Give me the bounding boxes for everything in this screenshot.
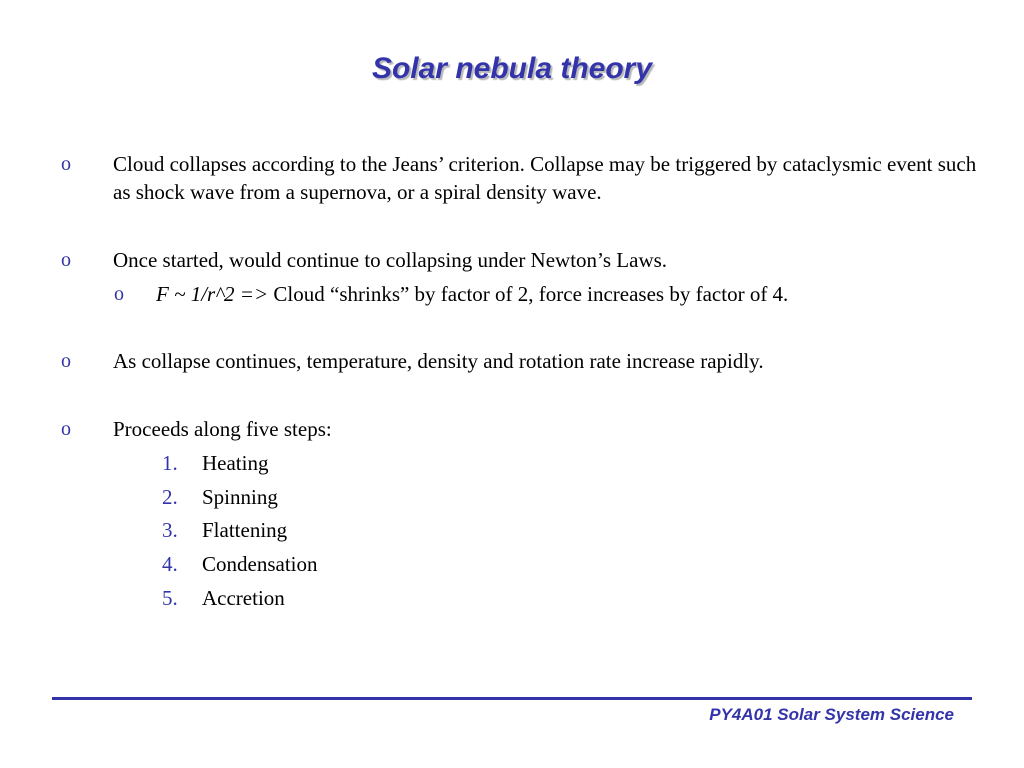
step-number: 4. <box>162 552 178 576</box>
step-label: Spinning <box>202 485 278 509</box>
bullet-marker-icon: o <box>61 350 71 372</box>
bullet-text: Proceeds along five steps: <box>113 417 332 441</box>
footer-divider <box>52 697 972 700</box>
bullet-marker-icon: o <box>114 283 124 305</box>
step-label: Heating <box>202 451 269 475</box>
footer-course-title: PY4A01 Solar System Science <box>709 705 954 724</box>
bullet-marker-icon: o <box>61 418 71 440</box>
bullet-text: Cloud collapses according to the Jeans’ criterion. Collapse may be triggered by cataclysmic event such as shock wave from a supernova, or a spiral density wave. <box>113 152 977 204</box>
bullet-text: As collapse continues, temperature, density and rotation rate increase rapidly. <box>113 349 764 373</box>
bullet-marker-icon: o <box>61 153 71 175</box>
slide-title: Solar nebula theory <box>371 52 653 85</box>
step-label: Condensation <box>202 552 318 576</box>
sub-bullet-text <box>156 280 976 308</box>
sub-bullet-description: Cloud “shrinks” by factor of 2, force increases by factor of 4. <box>268 282 789 306</box>
step-number: 2. <box>162 485 178 509</box>
step-number: 1. <box>162 451 178 475</box>
step-number: 5. <box>162 586 178 610</box>
step-label: Flattening <box>202 518 288 542</box>
step-number: 3. <box>162 518 178 542</box>
force-formula: F ~ 1/r^2 => <box>156 282 269 306</box>
bullet-marker-icon: o <box>61 249 71 271</box>
bullet-text: Once started, would continue to collapsing under Newton’s Laws. <box>113 248 668 272</box>
step-label: Accretion <box>202 586 285 610</box>
